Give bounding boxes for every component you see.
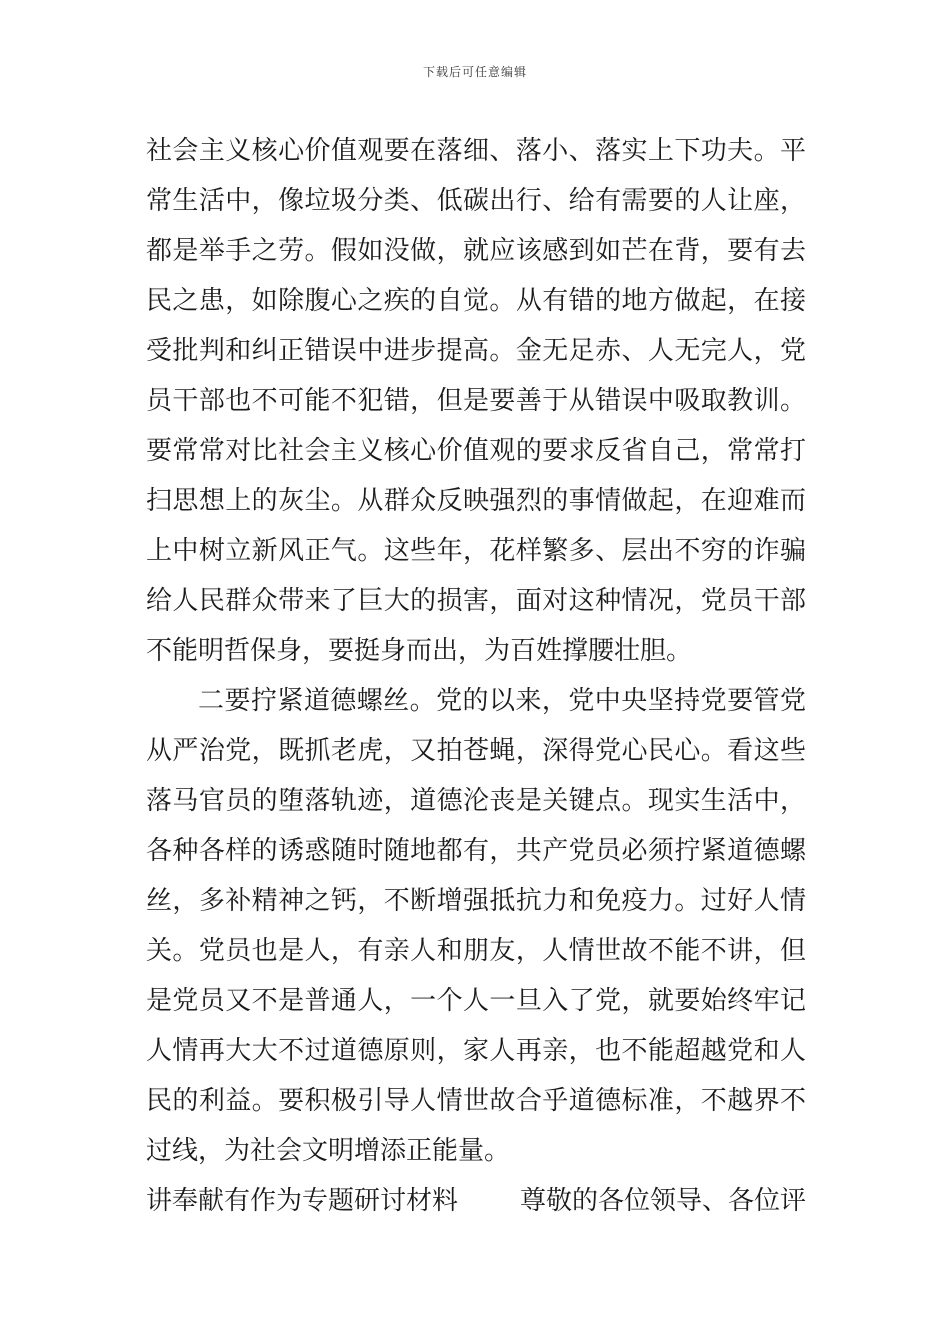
next-document-title: 讲奉献有作为专题研讨材料 bbox=[146, 1186, 459, 1216]
next-document-salutation: 尊敬的各位领导、各位评 bbox=[519, 1186, 806, 1216]
paragraph-moral-screws: 二要拧紧道德螺丝。党的以来，党中央坚持党要管党从严治党，既抓老虎，又拍苍蝇，深得党心民心。看这些落马官员的堕落轨迹，道德沦丧是关键点。现实生活中，各种各样的诱惑随时随地都有，共产党员必须拧紧道德螺丝，多补精神之钙，不断增强抵抗力和免疫力。过好人情关。党员也是人，有亲人和朋友，人情世故不能不讲，但是党员又不是普通人，一个人一旦入了党，就要始终牢记人情再大大不过道德原则，家人再亲，也不能超越党和人民的利益。要积极引导人情世故合乎道德标准，不越界不过线，为社会文明增添正能量。 bbox=[146, 686, 806, 1166]
page-header-note: 下载后可任意编辑 bbox=[422, 65, 527, 79]
next-document-line bbox=[146, 1176, 806, 1226]
paragraph-core-values: 社会主义核心价值观要在落细、落小、落实上下功夫。平常生活中，像垃圾分类、低碳出行、给有需要的人让座，都是举手之劳。假如没做，就应该感到如芒在背，要有去民之患，如除腹心之疾的自觉。从有错的地方做起，在接受批判和纠正错误中进步提高。金无足赤、人无完人，党员干部也不可能不犯错，但是要善于从错误中吸取教训。要常常对比社会主义核心价值观的要求反省自己，常常打扫思想上的灰尘。从群众反映强烈的事情做起，在迎难而上中树立新风正气。这些年，花样繁多、层出不穷的诈骗给人民群众带来了巨大的损害，面对这种情况，党员干部不能明哲保身，要挺身而出，为百姓撑腰壮胆。 bbox=[146, 136, 806, 666]
document-body bbox=[146, 126, 806, 1226]
